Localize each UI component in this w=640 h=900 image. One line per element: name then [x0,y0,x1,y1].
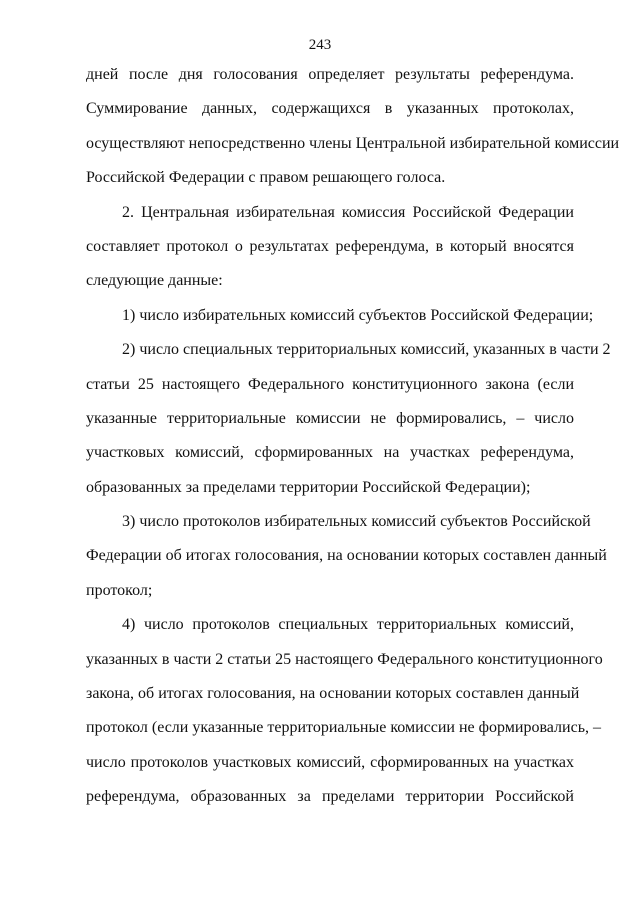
page-number: 243 [308,37,332,53]
list-item-1 [86,299,594,333]
text-line: 4) число протоколов специальных территориальных комиссий, [122,616,574,634]
list-item-2 [86,333,611,505]
text-line: дней после дня голосования определяет результаты референдума. [86,66,574,83]
text-line: указанные территориальные комиссии не формировались, – число [86,409,574,427]
text-line: закона, об итогах голосования, на основании которых составлен данный [86,685,580,703]
document-body [86,58,620,815]
text-line: 3) число протоколов избирательных комиссий субъектов Российской [122,513,591,531]
text-line: указанных в части 2 статьи 25 настоящего Федерального конституционного [86,650,603,668]
text-line: Федерации об итогах голосования, на основании которых составлен данный [86,547,607,565]
text-line: составляет протокол о результатах референдума, в который вносятся [86,237,574,255]
text-line: участковых комиссий, сформированных на участках референдума, [86,444,574,462]
text-line: Суммирование данных, содержащихся в указанных протоколах, [86,100,574,118]
paragraph-continuation [86,58,620,196]
text-line: протокол (если указанные территориальные комиссии не формировались, – [86,719,601,737]
text-line: 1) число избирательных комиссий субъектов Российской Федерации; [122,306,594,324]
list-item-3 [86,505,607,608]
text-line: число протоколов участковых комиссий, сформированных на участках [86,753,574,771]
text-line: 2) число специальных территориальных комиссий, указанных в части 2 [122,341,611,359]
text-line: референдума, образованных за пределами территории Российской [86,788,574,806]
text-line: протокол; [86,581,153,599]
text-line: статьи 25 настоящего Федерального конституционного закона (если [86,375,574,393]
paragraph-section-2 [86,196,574,299]
text-line: Российской Федерации с правом решающего голоса. [86,169,446,187]
text-line: образованных за пределами территории Российской Федерации); [86,478,531,496]
text-line: 2. Центральная избирательная комиссия Российской Федерации [122,203,574,221]
text-line: осуществляют непосредственно члены Центральной избирательной комиссии [86,134,620,152]
text-line: следующие данные: [86,272,223,290]
list-item-4 [86,608,603,814]
